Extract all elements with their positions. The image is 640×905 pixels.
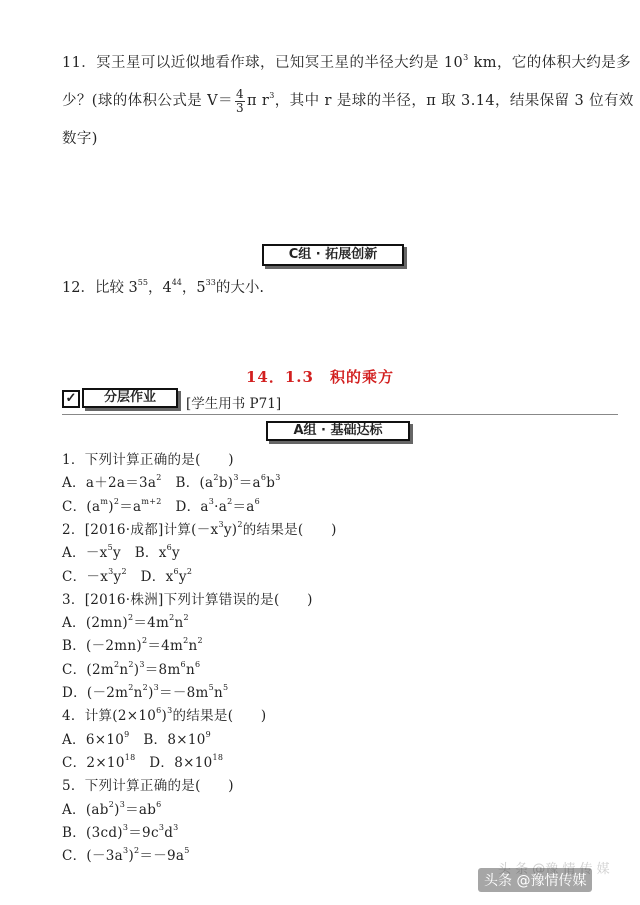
line-15: 5．下列计算正确的是( ) <box>62 778 234 795</box>
q11-exponent-2: 3 <box>269 91 275 100</box>
line-10: C．$(2m^2n^2)^3=8m^6n^6$ <box>62 659 201 678</box>
line-7: 3．[2016·株洲]下列计算错误的是( ) <box>62 591 313 608</box>
line-11: D．$(-2m^2n^2)^3=-8m^5n^5$ <box>62 683 229 701</box>
line-12: 4．计算$(2\times 10^6)^3$的结果是( ) <box>62 706 267 725</box>
line-18: C．$(-3a^3)^2=-9a^5$ <box>62 846 190 865</box>
line-16: A．$(ab^2)^3=ab^6$ <box>62 799 162 818</box>
line-5: A．$-x^5y$ B．$x^6y$ <box>62 543 180 562</box>
divider-line <box>62 414 618 415</box>
line-14: C．$2\times 10^{18}$ D．$8\times 10^{18}$ <box>62 752 224 771</box>
fraction-denominator: 3 <box>235 100 244 115</box>
homework-label: 分层作业 <box>82 388 178 408</box>
q12-text-1: 12．比较 3 <box>62 280 138 296</box>
line-8: A．$(2mn)^2=4m^2n^2$ <box>62 613 189 632</box>
q11-text-4: ，其中 r 是球的半径，π 取 3.14，结果保留 3 位有效数字) <box>62 93 634 147</box>
q11-exponent-1: 3 <box>463 53 469 62</box>
checkbox-icon: ✓ <box>62 390 80 408</box>
question-11 <box>34 44 640 158</box>
group-c-banner: C组 · 拓展创新 <box>262 244 404 266</box>
q11-text-3: π r <box>246 93 270 109</box>
line-13: A．$6\times 10^9$ B．$8\times 10^9$ <box>62 729 212 748</box>
fraction-numerator: 4 <box>235 86 244 101</box>
line-9: B．$(-2mn)^2=4m^2n^2$ <box>62 636 203 655</box>
q12-exponent-2: 44 <box>171 278 182 287</box>
section-title: 14．1.3 积的乘方 <box>246 368 394 386</box>
line-2: A．$a+2a=3a^2$ B．$(a^2b)^3=a^6b^3$ <box>62 473 281 492</box>
q12-text-2: ，4 <box>147 280 172 296</box>
group-a-banner: A组 · 基础达标 <box>266 421 410 441</box>
line-4: 2．[2016·成都]计算$(-x^3y)^2$的结果是( ) <box>62 519 337 538</box>
line-17: B．$(3cd)^3=9c^3d^3$ <box>62 822 179 841</box>
q12-exponent-1: 55 <box>137 278 148 287</box>
line-1: 1．下列计算正确的是( ) <box>62 452 234 468</box>
question-12 <box>62 276 264 297</box>
watermark-faint-text: 头 条 @豫 情 传 媒 <box>498 862 610 877</box>
q12-exponent-3: 33 <box>205 278 216 287</box>
q11-text-2: km，它的体积大约是多少？(球的体积公式是 V＝ <box>62 55 632 109</box>
watermark: 头条 @豫情传媒 <box>478 868 592 892</box>
q12-text-3: ，5 <box>181 280 206 296</box>
q12-text-4: 的大小. <box>215 280 264 296</box>
student-book-reference: [学生用书 P71] <box>186 396 282 412</box>
q11-text-1: 11．冥王星可以近似地看作球，已知冥王星的半径大约是 10 <box>62 55 464 71</box>
line-3: C．$(a^m)^2=a^{m+2}$ D．$a^3\cdot a^2=a^6$ <box>62 496 261 515</box>
fraction-four-thirds <box>235 88 245 115</box>
line-6: C．$-x^3y^2$ D．$x^6y^2$ <box>62 566 193 585</box>
